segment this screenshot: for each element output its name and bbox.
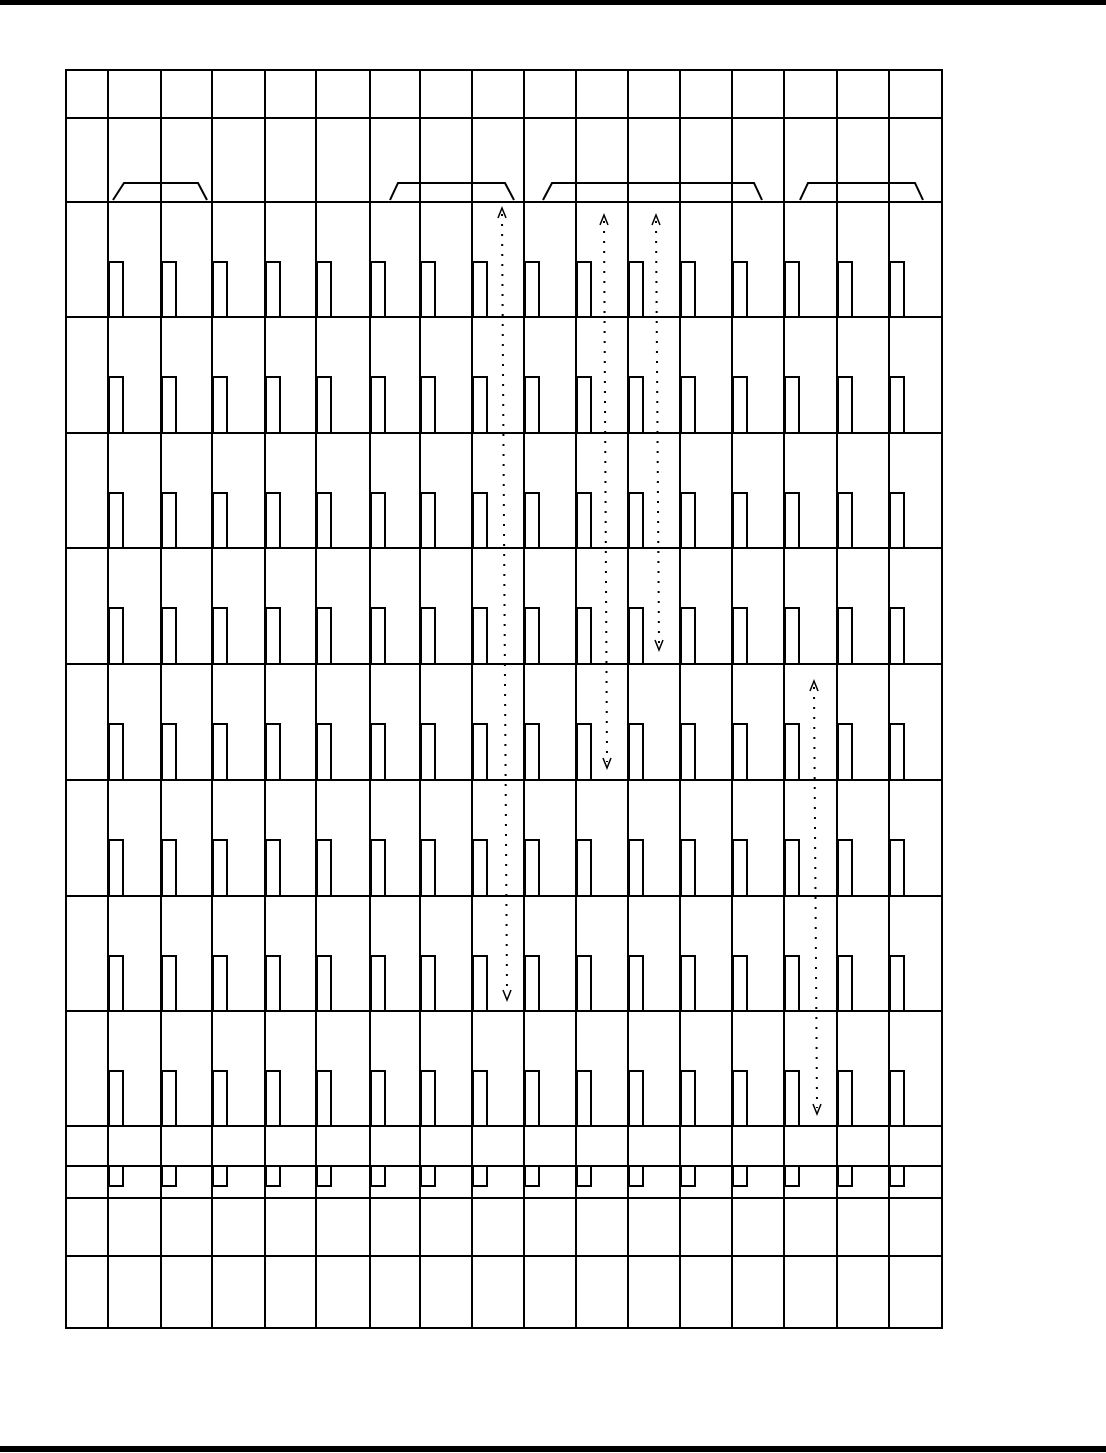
- arrow-head-up: [498, 208, 506, 218]
- pulse-mark: [629, 262, 643, 316]
- brackets: [113, 183, 923, 200]
- pulse-mark: [838, 1071, 852, 1125]
- pulse-mark: [266, 608, 280, 663]
- pulse-mark: [473, 956, 487, 1010]
- pulse-mark: [213, 377, 227, 432]
- pulse-mark: [109, 840, 123, 895]
- pulse-mark: [785, 1165, 799, 1186]
- pulse-mark: [213, 1071, 227, 1125]
- pulse-mark: [473, 1165, 487, 1186]
- pulse-mark: [577, 956, 591, 1010]
- pulse-mark: [785, 377, 799, 432]
- pulse-mark: [681, 493, 695, 547]
- pulse-mark: [890, 377, 904, 432]
- pulse-mark: [317, 956, 331, 1010]
- pulse-mark: [629, 493, 643, 547]
- pulse-mark: [371, 493, 385, 547]
- pulse-mark: [162, 1071, 176, 1125]
- pulse-mark: [525, 840, 539, 895]
- pulse-mark: [681, 840, 695, 895]
- pulse-mark: [733, 1071, 747, 1125]
- pulse-mark: [109, 1165, 123, 1186]
- pulse-mark: [162, 608, 176, 663]
- grid: [66, 70, 942, 1328]
- pulse-mark: [266, 840, 280, 895]
- arrow-head-up: [652, 215, 660, 225]
- pulse-mark: [266, 956, 280, 1010]
- pulse-mark: [371, 1071, 385, 1125]
- pulse-mark: [733, 1165, 747, 1186]
- arrow-shaft: [604, 221, 607, 762]
- bracket-2: [390, 183, 514, 200]
- pulse-mark: [629, 840, 643, 895]
- pulse-mark: [213, 493, 227, 547]
- pulse-mark: [577, 1165, 591, 1186]
- pulse-mark: [525, 493, 539, 547]
- pulse-mark: [421, 1071, 435, 1125]
- pulse-mark: [838, 493, 852, 547]
- pulse-mark: [421, 724, 435, 779]
- pulse-mark: [473, 1071, 487, 1125]
- pulse-mark: [317, 840, 331, 895]
- pulse-mark: [213, 608, 227, 663]
- pulse-mark: [890, 608, 904, 663]
- pulse-mark: [162, 262, 176, 316]
- pulse-mark: [577, 840, 591, 895]
- pulse-mark: [473, 608, 487, 663]
- pulse-mark: [162, 956, 176, 1010]
- pulse-mark: [890, 724, 904, 779]
- pulse-mark: [213, 956, 227, 1010]
- pulse-mark: [890, 262, 904, 316]
- pulse-mark: [421, 608, 435, 663]
- pulse-mark: [629, 608, 643, 663]
- pulse-mark: [213, 840, 227, 895]
- arrow-head-up: [600, 215, 608, 225]
- pulse-mark: [890, 840, 904, 895]
- pulse-mark: [109, 608, 123, 663]
- pulse-mark: [681, 956, 695, 1010]
- pulse-mark: [162, 840, 176, 895]
- pulse-mark: [838, 377, 852, 432]
- arrow-1: [498, 208, 511, 1000]
- pulse-mark: [890, 493, 904, 547]
- pulse-mark: [733, 608, 747, 663]
- pulse-mark: [785, 840, 799, 895]
- pulse-mark: [213, 1165, 227, 1186]
- dotted-arrows: [498, 208, 821, 1114]
- pulse-mark: [838, 1165, 852, 1186]
- pulse-mark: [317, 1071, 331, 1125]
- pulse-mark: [838, 724, 852, 779]
- pulse-mark: [421, 493, 435, 547]
- pulse-mark: [266, 262, 280, 316]
- pulse-mark: [371, 262, 385, 316]
- pulse-mark: [733, 262, 747, 316]
- pulse-mark: [109, 262, 123, 316]
- pulse-mark: [317, 493, 331, 547]
- pulse-mark: [109, 956, 123, 1010]
- pulse-mark: [317, 608, 331, 663]
- pulse-mark: [785, 1071, 799, 1125]
- pulse-mark: [473, 377, 487, 432]
- pulse-mark: [421, 840, 435, 895]
- pulse-mark: [162, 1165, 176, 1186]
- pulse-mark: [577, 724, 591, 779]
- pulse-mark: [525, 724, 539, 779]
- pulse-mark: [890, 956, 904, 1010]
- pulse-mark: [577, 262, 591, 316]
- pulse-mark: [266, 1071, 280, 1125]
- arrow-shaft: [814, 687, 817, 1108]
- arrow-4: [810, 681, 821, 1114]
- pulse-mark: [785, 956, 799, 1010]
- pulse-mark: [525, 1165, 539, 1186]
- arrow-head-down: [603, 758, 611, 768]
- pulse-mark: [421, 1165, 435, 1186]
- pulse-mark: [109, 377, 123, 432]
- pulse-mark: [681, 262, 695, 316]
- pulse-mark: [371, 840, 385, 895]
- pulse-mark: [473, 262, 487, 316]
- pulse-mark: [629, 377, 643, 432]
- pulse-mark: [577, 493, 591, 547]
- bottom-rule: [0, 1446, 1106, 1452]
- pulse-mark: [266, 1165, 280, 1186]
- pulse-mark: [525, 956, 539, 1010]
- pulse-mark: [838, 608, 852, 663]
- pulse-mark: [525, 608, 539, 663]
- pulse-mark: [162, 493, 176, 547]
- pulse-mark: [629, 1165, 643, 1186]
- pulse-mark: [109, 1071, 123, 1125]
- pulse-mark: [525, 1071, 539, 1125]
- pulse-mark: [109, 724, 123, 779]
- pulse-mark: [473, 493, 487, 547]
- pulse-mark: [213, 724, 227, 779]
- pulse-mark: [785, 262, 799, 316]
- pulse-mark: [473, 840, 487, 895]
- pulse-mark: [525, 262, 539, 316]
- pulse-mark: [371, 377, 385, 432]
- pulse-mark: [266, 493, 280, 547]
- pulse-mark: [733, 724, 747, 779]
- pulse-mark: [681, 1071, 695, 1125]
- pulse-mark: [317, 262, 331, 316]
- bracket-4: [800, 183, 923, 200]
- pulse-mark: [785, 608, 799, 663]
- pulse-mark: [733, 840, 747, 895]
- pulse-mark: [681, 377, 695, 432]
- pulse-mark: [317, 1165, 331, 1186]
- pulse-mark: [785, 724, 799, 779]
- arrow-2: [600, 215, 611, 768]
- pulse-mark: [681, 1165, 695, 1186]
- pulse-mark: [371, 956, 385, 1010]
- pulse-mark: [629, 956, 643, 1010]
- pulse-mark: [421, 956, 435, 1010]
- pulse-mark: [266, 724, 280, 779]
- pulse-mark: [733, 377, 747, 432]
- pulse-mark: [162, 377, 176, 432]
- pulse-mark: [317, 724, 331, 779]
- pulse-mark: [213, 262, 227, 316]
- pulse-mark: [577, 377, 591, 432]
- arrow-head-down: [813, 1104, 821, 1114]
- pulse-mark: [838, 956, 852, 1010]
- pulse-mark: [109, 493, 123, 547]
- pulse-mark: [681, 608, 695, 663]
- pulse-mark: [421, 377, 435, 432]
- pulse-mark: [629, 1071, 643, 1125]
- pulse-mark: [733, 493, 747, 547]
- grid-border: [66, 70, 942, 1328]
- pulse-mark: [371, 724, 385, 779]
- pulse-mark: [473, 724, 487, 779]
- arrow-shaft: [502, 214, 507, 994]
- pulse-mark: [733, 956, 747, 1010]
- pulse-mark: [890, 1165, 904, 1186]
- pulse-mark: [577, 608, 591, 663]
- pulse-mark: [371, 608, 385, 663]
- pulse-mark: [266, 377, 280, 432]
- pulse-mark: [162, 724, 176, 779]
- pulse-mark: [317, 377, 331, 432]
- pulse-mark: [421, 262, 435, 316]
- arrow-head-up: [810, 681, 818, 691]
- pulse-mark: [371, 1165, 385, 1186]
- pulse-mark: [525, 377, 539, 432]
- pulse-mark: [838, 840, 852, 895]
- pulse-mark: [890, 1071, 904, 1125]
- pulse-mark: [681, 724, 695, 779]
- pulse-mark: [785, 493, 799, 547]
- pulse-mark: [838, 262, 852, 316]
- pulse-mark: [629, 724, 643, 779]
- pulse-mark: [577, 1071, 591, 1125]
- arrow-head-down: [503, 990, 511, 1000]
